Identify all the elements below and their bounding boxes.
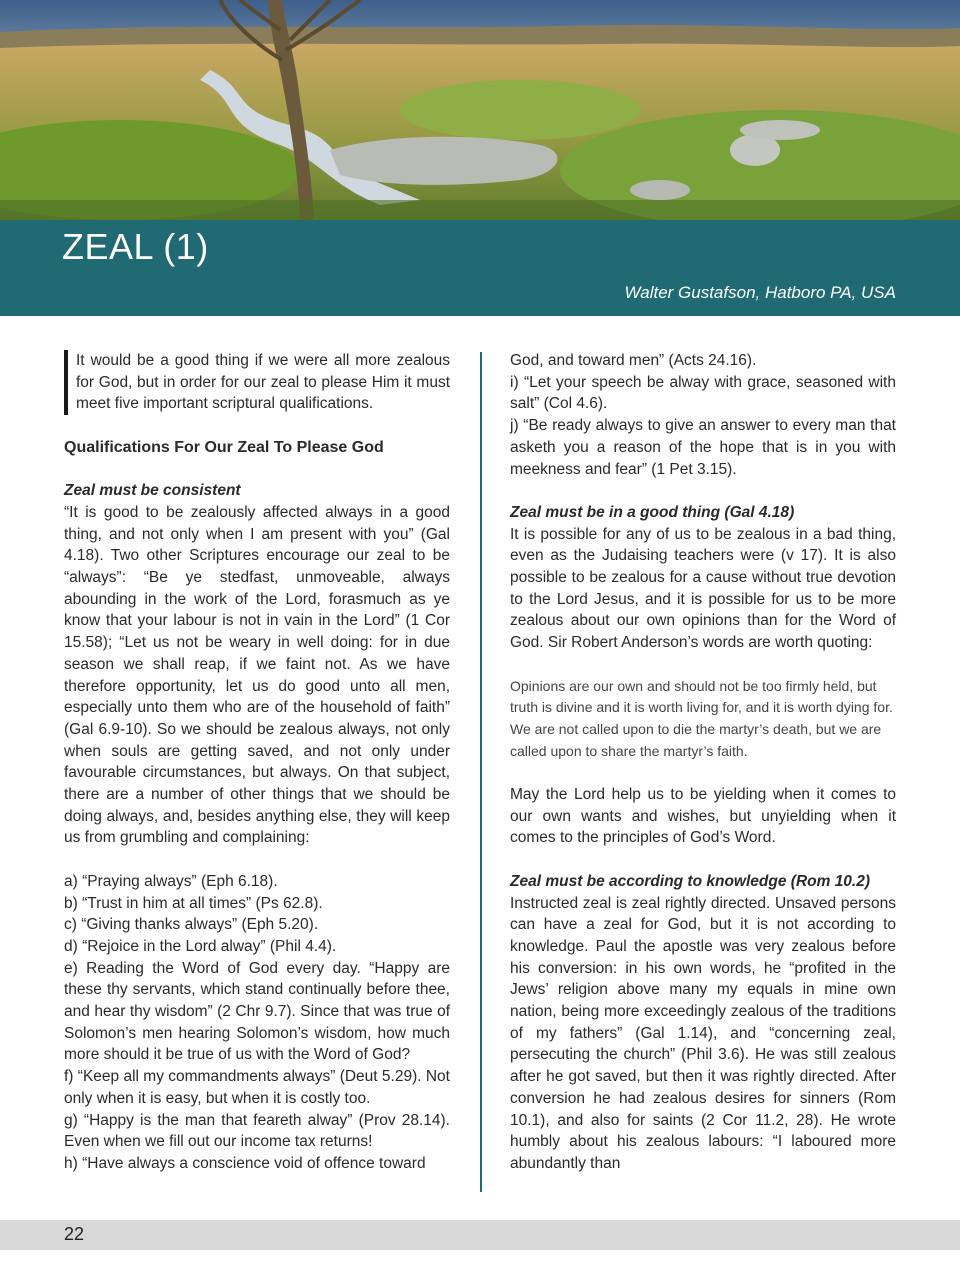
continuation-text: God, and toward men” (Acts 24.16). xyxy=(510,352,757,369)
intro-paragraph: It would be a good thing if we were all more zealous for God, but in order for our zeal to please Him it must meet five important scriptural qualifications. xyxy=(64,350,450,415)
paragraph-consistent: “It is good to be zealously affected always in a good thing, and not only when I am present with you” (Gal 4.18). Two other Scriptures encourage our zeal to be “always”: “Be ye stedfast, unmoveable, always abounding in the work of the Lord, forasmuch as ye know that your labour is not in vain in the Lord” (1 Cor 15.58); “Let us not be weary in well doing: for in due season we shall reap, if we faint not. As we have therefore opportunity, let us do good unto all men, especially unto them who are of the household of faith” (Gal 6.9-10). So we should be zealous always, not only when souls are getting saved, and not only under favourable circumstances, but always. On that subject, there are a number of other things that we should be doing always, and, besides anything else, they will keep us from grumbling and complaining: xyxy=(64,503,450,847)
scripture-reference: Rom 10.2 xyxy=(795,872,865,890)
header-landscape-image xyxy=(0,0,960,220)
subheading-text: Zeal must be in a good thing ( xyxy=(510,503,730,521)
list-item: h) “Have always a conscience void of offence toward xyxy=(64,1154,426,1172)
subheading-close: ) xyxy=(789,503,795,521)
subheading-text: Zeal must be according to knowledge ( xyxy=(510,872,796,890)
list-item: g) “Happy is the man that feareth alway” (Prov 28.14). Even when we fill out our income tax returns! xyxy=(64,1111,450,1151)
paragraph-after-quote: May the Lord help us to be yielding when it comes to our own wants and wishes, but unyielding when it comes to the principles of God’s Word. xyxy=(510,786,896,847)
column-divider xyxy=(480,352,482,1192)
list-item: b) “Trust in him at all times” (Ps 62.8). xyxy=(64,894,323,912)
subheading-consistent: Zeal must be consistent xyxy=(64,482,241,500)
article-title: ZEAL (1) xyxy=(62,226,209,267)
subheading-close: ) xyxy=(864,872,871,890)
scripture-reference: Gal 4.18 xyxy=(729,503,790,521)
author-byline: Walter Gustafson, Hatboro PA, USA xyxy=(624,283,896,302)
right-column xyxy=(510,350,896,1175)
block-quote: Opinions are our own and should not be too firmly held, but truth is divine and it is worth living for, and it is worth dying for. We are not called upon to die the martyr’s death, but we are called upon to share the martyr’s faith. xyxy=(510,677,893,759)
list-item: c) “Giving thanks always” (Eph 5.20). xyxy=(64,916,319,934)
list-item: j) “Be ready always to give an answer to every man that asketh you a reason of the hope that is in you with meekness and fear” (1 Pet 3.15). xyxy=(510,417,896,478)
left-column xyxy=(64,350,450,1175)
subheading-good-thing xyxy=(510,502,896,524)
footer-bar xyxy=(0,1220,960,1250)
paragraph-good-thing: It is possible for any of us to be zealous in a bad thing, even as the Judaising teachers were (v 17). It is also possible to be zealous for a cause without true devotion to the Lord Jesus, and it is possible for us to be more zealous about our own opinions than for the Word of God. Sir Robert Anderson’s words are worth quoting: xyxy=(510,525,896,652)
list-item: i) “Let your speech be alway with grace, seasoned with salt” (Col 4.6). xyxy=(510,373,896,413)
list-item: e) Reading the Word of God every day. “Happy are these thy servants, which stand continually before thee, and hear thy wisdom” (2 Chr 9.7). Since that was true of Solomon’s men hearing Solomon’s wisdom, how much more should it be true of us with the Word of God? xyxy=(64,959,450,1064)
list-item: d) “Rejoice in the Lord alway” (Phil 4.4). xyxy=(64,937,337,955)
subheading-knowledge xyxy=(510,871,896,893)
paragraph-knowledge: Instructed zeal is zeal rightly directed. Unsaved persons can have a zeal for God, but it is not according to knowledge. Paul the apostle was very zealous before his conversion: in his own words, he “profited in the Jews’ religion above many my equals in mine own nation, being more exceedingly zealous of the traditions of my fathers” (Gal 1.14), and “concerning zeal, persecuting the church” (Phil 3.6). He was still zealous after he got saved, but then it was rightly directed. After conversion he had zealous desires for sinners (Rom 10.1), and also for saints (2 Cor 11.2, 28). He wrote humbly about his zealous labours: “I laboured more abundantly than xyxy=(510,894,896,1172)
page-number: 22 xyxy=(64,1224,85,1244)
list-item: a) “Praying always” (Eph 6.18). xyxy=(64,872,278,890)
section-heading: Qualifications For Our Zeal To Please God xyxy=(64,438,384,456)
list-item: f) “Keep all my commandments always” (Deut 5.29). Not only when it is easy, but when it is costly too. xyxy=(64,1068,450,1107)
